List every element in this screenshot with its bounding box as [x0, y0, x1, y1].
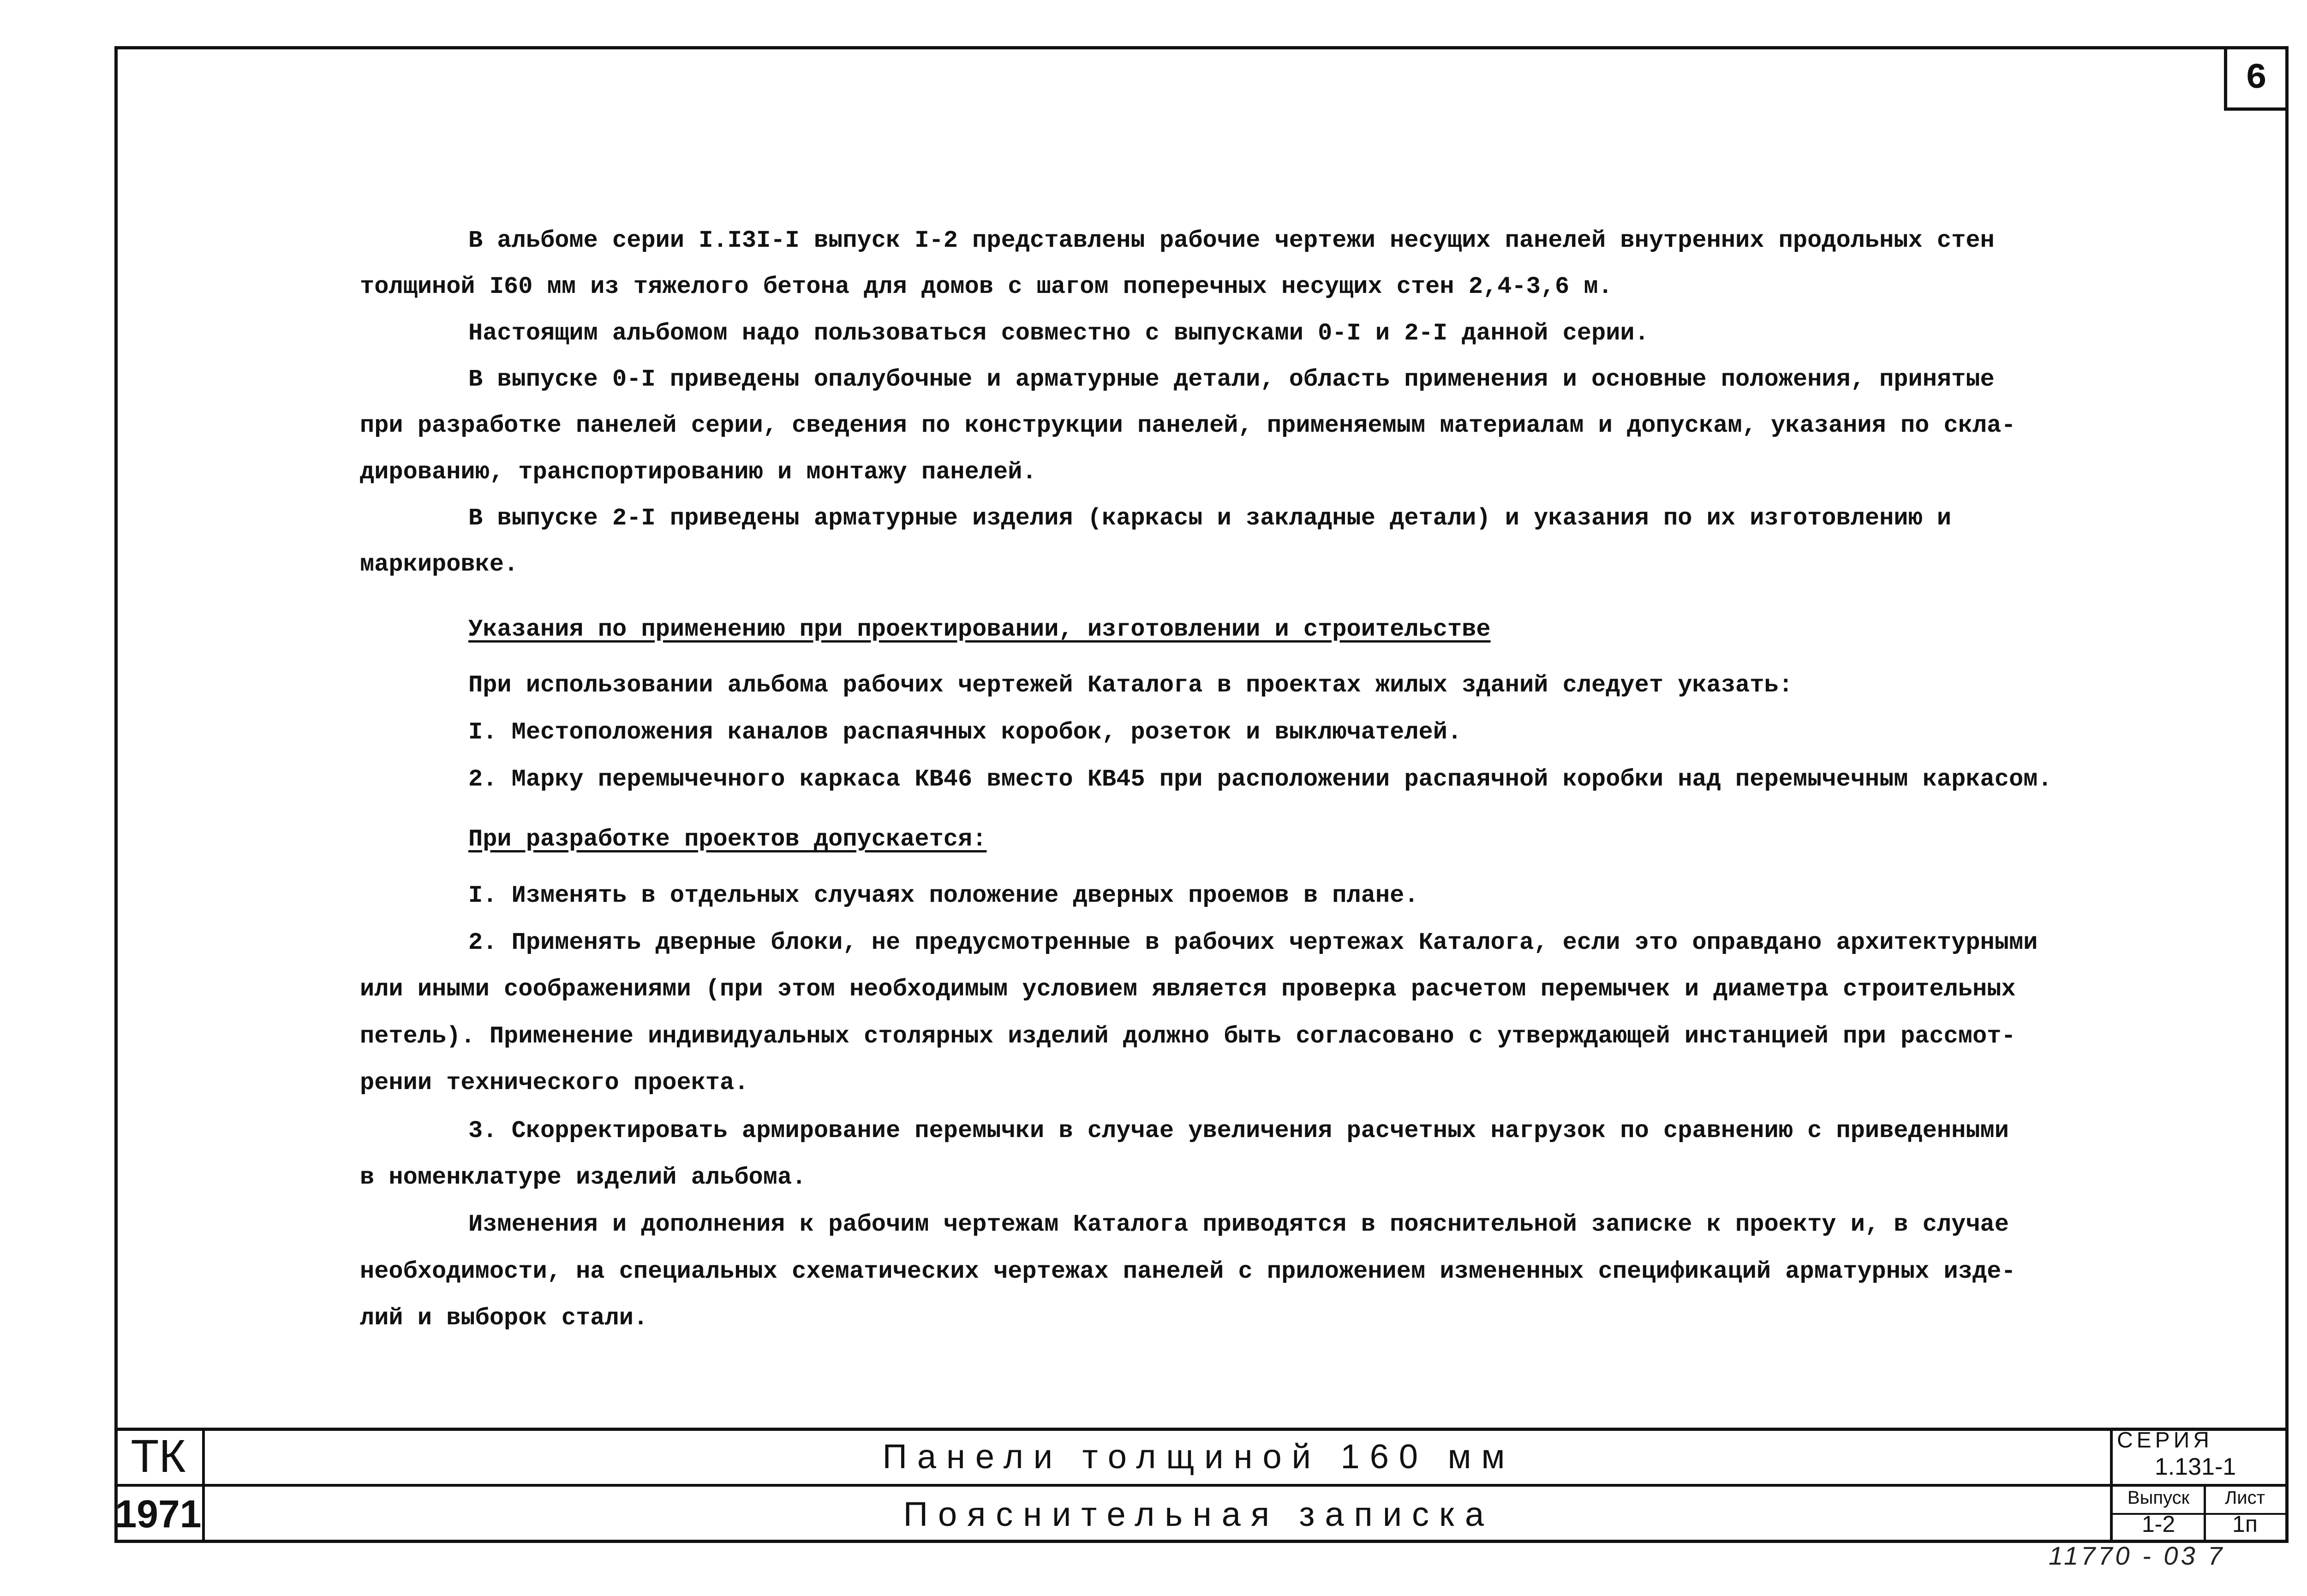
sheet-value: 1п — [2232, 1511, 2258, 1537]
sheet-label: Лист — [2225, 1488, 2265, 1508]
text-line: или иными соображениями (при этом необходимым условием является проверка расчетом перемычек и диаметра строительных — [360, 976, 2016, 1003]
section-heading: При разработке проектов допускается: — [468, 826, 987, 853]
text-line: необходимости, на специальных схематических чертежах панелей с приложением измененных спецификаций арматурных изде- — [360, 1258, 2016, 1285]
document-subtitle: Пояснительная записка — [903, 1495, 1494, 1533]
series-label: СЕРИЯ — [2117, 1428, 2213, 1453]
text-line: Настоящим альбомом надо пользоваться совместно с выпусками 0-I и 2-I данной серии. — [468, 320, 1649, 347]
title-block — [114, 1428, 2289, 1543]
text-line: в номенклатуре изделий альбома. — [360, 1164, 807, 1191]
text-line: При использовании альбома рабочих чертежей Каталога в проектах жилых зданий следует указать: — [468, 672, 1793, 699]
page-number: 6 — [2224, 46, 2289, 111]
text-line: В выпуске 2-I приведены арматурные изделия (каркасы и закладные детали) и указания по их изготовлению и — [468, 505, 1952, 532]
text-line: I. Изменять в отдельных случаях положение дверных проемов в плане. — [468, 882, 1419, 909]
text-line: дированию, транспортированию и монтажу панелей. — [360, 459, 1037, 486]
text-line: В альбоме серии I.I3I-I выпуск I-2 представлены рабочие чертежи несущих панелей внутренних продольных стен — [468, 227, 1995, 254]
text-line: петель). Применение индивидуальных столярных изделий должно быть согласовано с утверждающей инстанцией при рассмот- — [360, 1023, 2016, 1050]
organization-code: ТК — [131, 1430, 186, 1482]
text-line: I. Местоположения каналов распаячных коробок, розеток и выключателей. — [468, 719, 1462, 746]
year: 1971 — [115, 1492, 202, 1536]
text-line: лий и выборок стали. — [360, 1304, 648, 1332]
text-line: при разработке панелей серии, сведения по конструкции панелей, применяемым материалам и допускам, указания по скла- — [360, 412, 2016, 439]
text-line: 2. Применять дверные блоки, не предусмотренные в рабочих чертежах Каталога, если это оправдано архитектурными — [468, 929, 2038, 956]
text-line: Изменения и дополнения к рабочим чертежам Каталога приводятся в пояснительной записке к проекту и, в случае — [468, 1211, 2009, 1238]
series-value: 1.131-1 — [2154, 1453, 2236, 1480]
text-line: толщиной I60 мм из тяжелого бетона для домов с шагом поперечных несущих стен 2,4-3,6 м. — [360, 273, 1613, 300]
text-line: 3. Скорректировать армирование перемычки в случае увеличения расчетных нагрузок по сравнению с приведенными — [468, 1117, 2009, 1144]
text-line: В выпуске 0-I приведены опалубочные и арматурные детали, область применения и основные положения, принятые — [468, 366, 1995, 393]
text-line: 2. Марку перемычечного каркаса КВ46 вместо КВ45 при расположении распаячной коробки над перемычечным каркасом. — [468, 766, 2052, 793]
issue-label: Выпуск — [2127, 1488, 2190, 1508]
text-line: маркировке. — [360, 551, 519, 578]
section-heading: Указания по применению при проектировании, изготовлении и строительстве — [468, 616, 1491, 643]
text-line: рении технического проекта. — [360, 1069, 749, 1096]
issue-value: 1-2 — [2141, 1511, 2176, 1537]
archive-number: 11770 - 03 7 — [2049, 1541, 2225, 1570]
drawing-title: Панели толщиной 160 мм — [882, 1437, 1515, 1476]
